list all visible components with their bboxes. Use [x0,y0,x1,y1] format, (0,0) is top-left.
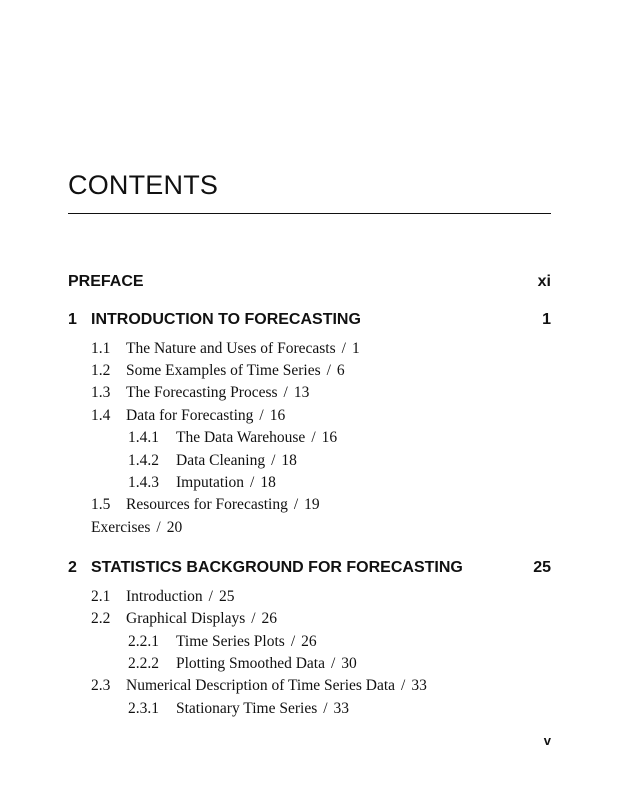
toc-entry-1-4-2[interactable]: 1.4.2 Data Cleaning / 18 [128,452,297,469]
toc-entry-exercises-1[interactable]: Exercises / 20 [91,519,183,536]
chapter-title: INTRODUCTION TO FORECASTING [91,311,361,328]
entry-title: Exercises [91,519,151,536]
entry-page: 26 [301,633,317,650]
chapter-page: 1 [542,311,551,328]
entry-number: 2.2.2 [128,655,159,672]
entry-number: 1.3 [91,384,111,401]
entry-page: 13 [293,384,310,401]
toc-entry-1-3[interactable]: 1.3 The Forecasting Process / 13 [91,384,310,401]
preface-label: PREFACE [68,273,144,290]
entry-title: Some Examples of Time Series [126,362,321,379]
toc-entry-2-2-1[interactable]: 2.2.1 Time Series Plots / 26 [128,633,317,650]
entry-number: 1.4 [91,407,111,424]
title-rule [68,213,551,214]
entry-page: 18 [260,474,276,491]
toc-entry-1-1[interactable]: 1.1 The Nature and Uses of Forecasts / 1 [91,340,360,357]
entry-number: 1.4.2 [128,452,159,469]
entry-number: 1.2 [91,362,111,379]
chapter-page: 25 [533,559,551,576]
entry-page: 33 [411,677,427,694]
entry-title: Data Cleaning [176,452,266,469]
preface-page: xi [537,273,551,290]
toc-entry-1-4[interactable]: 1.4 Data for Forecasting / 16 [91,407,286,424]
entry-number: 1.1 [91,340,111,357]
entry-title: Resources for Forecasting [126,496,288,513]
page-title: CONTENTS [68,170,219,200]
toc-entry-1-5[interactable]: 1.5 Resources for Forecasting / 19 [91,496,320,513]
toc-entry-1-4-3[interactable]: 1.4.3 Imputation / 18 [128,474,276,491]
entry-page: 1 [351,340,360,357]
entry-page: 20 [166,519,183,536]
entry-title: Stationary Time Series [176,700,318,717]
entry-page: 18 [281,452,297,469]
entry-number: 2.2 [91,610,111,627]
page-folio: v [543,733,551,748]
entry-number: 1.4.1 [128,429,159,446]
entry-page: 6 [336,362,345,379]
entry-number: 2.3 [91,677,111,694]
entry-page: 16 [321,429,338,446]
entry-title: Graphical Displays [126,610,246,627]
entry-title: Imputation [176,474,245,491]
entry-page: 19 [304,496,320,513]
toc-entry-2-2-2[interactable]: 2.2.2 Plotting Smoothed Data / 30 [128,655,357,672]
entry-title: Data for Forecasting [126,407,254,424]
toc-entry-2-3[interactable]: 2.3 Numerical Description of Time Series Data / 33 [91,677,427,694]
entry-page: 30 [341,655,357,672]
chapter-title: STATISTICS BACKGROUND FOR FORECASTING [91,559,463,576]
toc-preface[interactable] [68,273,551,295]
entry-page: 33 [333,700,350,717]
entry-number: 1.4.3 [128,474,159,491]
entry-page: 16 [269,407,286,424]
entry-title: The Forecasting Process [126,384,278,401]
entry-title: Plotting Smoothed Data [176,655,325,672]
entry-page: 26 [261,610,278,627]
entry-page: 25 [218,588,235,605]
chapter-number: 1 [68,311,77,328]
entry-number: 2.3.1 [128,700,159,717]
toc-entry-2-3-1[interactable]: 2.3.1 Stationary Time Series / 33 [128,700,350,717]
entry-title: Introduction [126,588,203,605]
entry-number: 1.5 [91,496,111,513]
entry-title: The Nature and Uses of Forecasts [126,340,336,357]
toc-entry-1-4-1[interactable]: 1.4.1 The Data Warehouse / 16 [128,429,338,446]
entry-title: The Data Warehouse [176,429,306,446]
entry-title: Numerical Description of Time Series Data [126,677,396,694]
toc-entry-1-2[interactable]: 1.2 Some Examples of Time Series / 6 [91,362,345,379]
chapter-number: 2 [68,559,77,576]
entry-title: Time Series Plots [176,633,285,650]
toc-chapter-2[interactable] [68,559,551,581]
entry-number: 2.2.1 [128,633,159,650]
toc-chapter-1[interactable] [68,311,551,333]
toc-entry-2-1[interactable]: 2.1 Introduction / 25 [91,588,235,605]
toc-entry-2-2[interactable]: 2.2 Graphical Displays / 26 [91,610,278,627]
entry-number: 2.1 [91,588,111,605]
